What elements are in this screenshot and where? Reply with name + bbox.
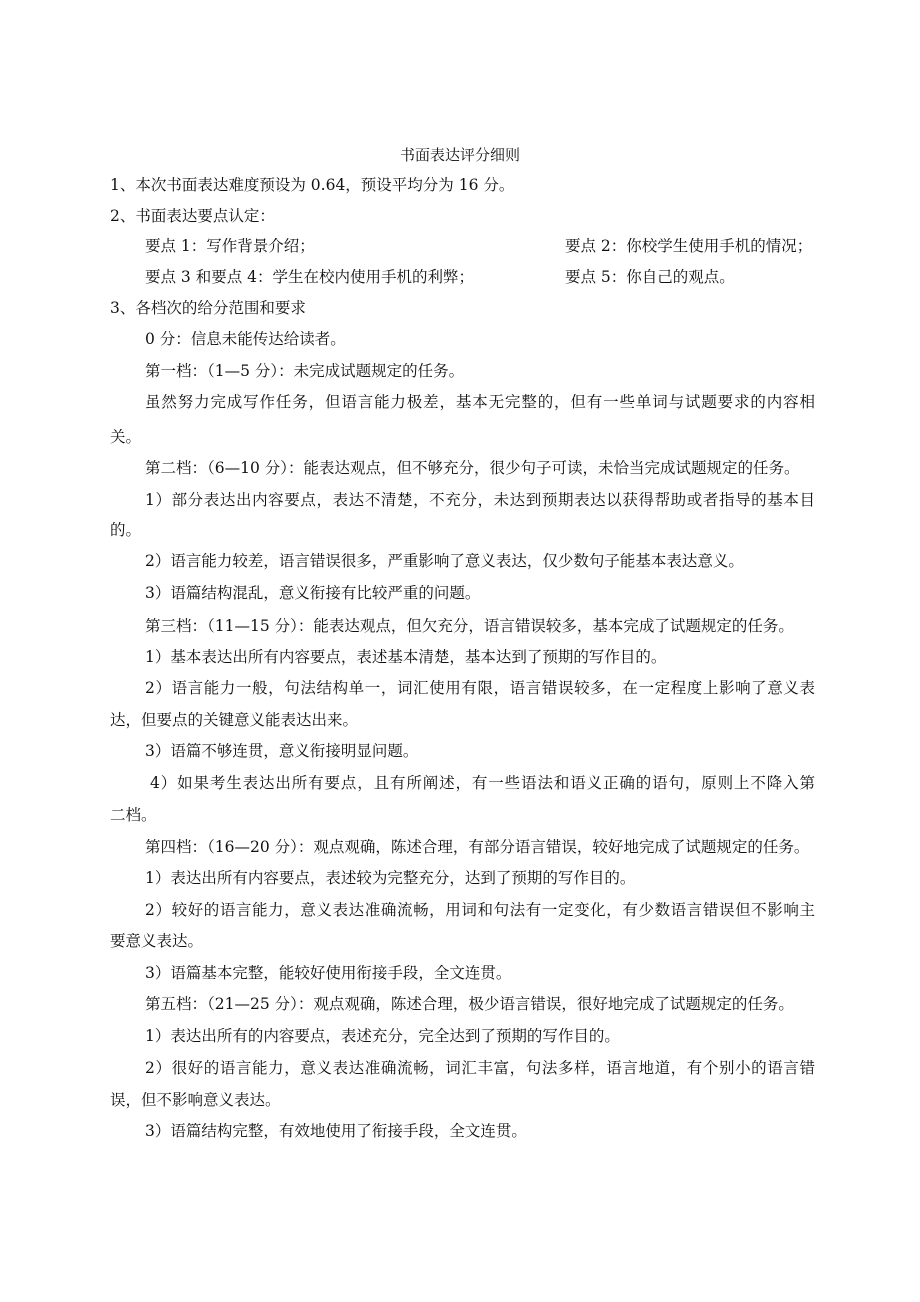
band-zero: 0 分：信息未能传达给读者。 — [145, 330, 346, 348]
section-2: 2、书面表达要点认定： — [110, 207, 275, 225]
band3-item1: 1）基本表达出所有内容要点，表述基本清楚，基本达到了预期的写作目的。 — [145, 648, 667, 666]
band1-head: 第一档：（1—5 分）：未完成试题规定的任务。 — [145, 362, 465, 380]
band3-head: 第三档：（11—15 分）：能表达观点，但欠充分，语言错误较多，基本完成了试题规定的任务。 — [145, 617, 794, 635]
band3-item2-cont: 达，但要点的关键意义能表达出来。 — [110, 711, 359, 729]
point-3-4: 要点 3 和要点 4：学生在校内使用手机的利弊； — [145, 268, 475, 286]
band1-desc: 虽然努力完成写作任务，但语言能力极差，基本无完整的，但有一些单词与试题要求的内容相 — [145, 393, 815, 411]
point-1: 要点 1：写作背景介绍； — [145, 237, 315, 255]
band4-item3: 3）语篇基本完整，能较好使用衔接手段，全文连贯。 — [145, 964, 512, 982]
band5-head: 第五档：（21—25 分）：观点观确，陈述合理，极少语言错误，很好地完成了试题规定的任务。 — [145, 995, 794, 1013]
document-title: 书面表达评分细则 — [399, 146, 520, 164]
band4-item2: 2）较好的语言能力，意义表达准确流畅，用词和句法有一定变化，有少数语言错误但不影响主 — [145, 901, 815, 919]
point-2: 要点 2：你校学生使用手机的情况； — [565, 237, 813, 255]
band1-desc-cont: 关。 — [110, 428, 142, 446]
band3-item4-cont: 二档。 — [110, 806, 157, 824]
band4-head: 第四档：（16—20 分）：观点观确，陈述合理，有部分语言错误，较好地完成了试题规定的任务。 — [145, 838, 810, 856]
section-1: 1、本次书面表达难度预设为 0.64，预设平均分为 16 分。 — [110, 176, 515, 194]
band3-item4: 4）如果考生表达出所有要点，且有所阐述，有一些语法和语义正确的语句，原则上不降入第 — [150, 774, 815, 792]
band3-item3: 3）语篇不够连贯，意义衔接明显问题。 — [145, 742, 419, 760]
band2-item1-cont: 的。 — [110, 521, 142, 539]
band5-item1: 1）表达出所有的内容要点，表述充分，完全达到了预期的写作目的。 — [145, 1027, 620, 1045]
band4-item1: 1）表达出所有内容要点，表述较为完整充分，达到了预期的写作目的。 — [145, 869, 636, 887]
band3-item2: 2）语言能力一般，句法结构单一，词汇使用有限，语言错误较多，在一定程度上影响了意义表 — [145, 679, 815, 697]
band2-head: 第二档：（6—10 分）：能表达观点，但不够充分，很少句子可读，未恰当完成试题规定的任务。 — [145, 459, 800, 477]
band5-item3: 3）语篇结构完整，有效地使用了衔接手段，全文连贯。 — [145, 1122, 527, 1140]
band2-item2: 2）语言能力较差，语言错误很多，严重影响了意义表达，仅少数句子能基本表达意义。 — [145, 552, 744, 570]
band5-item2-cont: 误，但不影响意义表达。 — [110, 1091, 281, 1109]
band5-item2: 2）很好的语言能力，意义表达准确流畅，词汇丰富，句法多样，语言地道，有个别小的语言错 — [145, 1059, 815, 1077]
band2-item1: 1）部分表达出内容要点，表达不清楚，不充分，未达到预期表达以获得帮助或者指导的基本目 — [145, 491, 815, 509]
section-3: 3、各档次的给分范围和要求 — [110, 299, 306, 317]
band4-item2-cont: 要意义表达。 — [110, 932, 204, 950]
point-5: 要点 5：你自己的观点。 — [565, 268, 735, 286]
band2-item3: 3）语篇结构混乱，意义衔接有比较严重的问题。 — [145, 584, 481, 602]
